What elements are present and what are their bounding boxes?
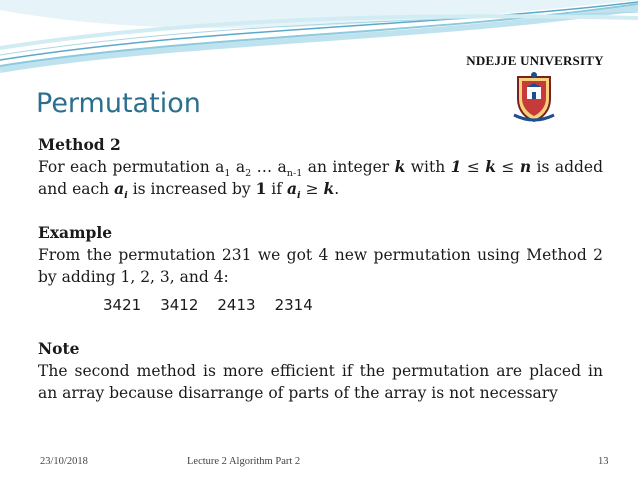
note-heading: Note: [38, 339, 80, 358]
footer-lecture: Lecture 2 Algorithm Part 2: [187, 456, 301, 467]
note-paragraph: The second method is more efficient if the permutation are placed in an array because disarrange of parts of the array is not necessary: [38, 362, 603, 402]
slide-body: [38, 134, 603, 404]
permutation-item: 2413: [217, 296, 256, 314]
footer-page-number: 13: [598, 456, 609, 467]
example-paragraph: From the permutation 231 we got 4 new permutation using Method 2 by adding 1, 2, 3, and 4:: [38, 246, 603, 286]
permutation-item: 3421: [103, 296, 142, 314]
university-name: NDEJJE UNIVERSITY: [466, 53, 604, 68]
footer-date: 23/10/2018: [40, 456, 88, 467]
method-heading: Method 2: [38, 135, 121, 154]
permutation-item: 3412: [160, 296, 199, 314]
method-paragraph: For each permutation $a_1$ $a_2$ … $a_{n-1}$ an integer k with 1 ≤ k ≤ n is added and each $a_i$ is increased by 1 if $a_i \ge k$.: [38, 157, 604, 202]
university-crest-icon: [512, 71, 556, 123]
university-logo: [461, 49, 609, 125]
example-heading: Example: [38, 223, 113, 242]
permutation-item: 2314: [274, 296, 313, 314]
permutation-list: [103, 294, 603, 316]
slide-title: Permutation: [36, 88, 201, 119]
